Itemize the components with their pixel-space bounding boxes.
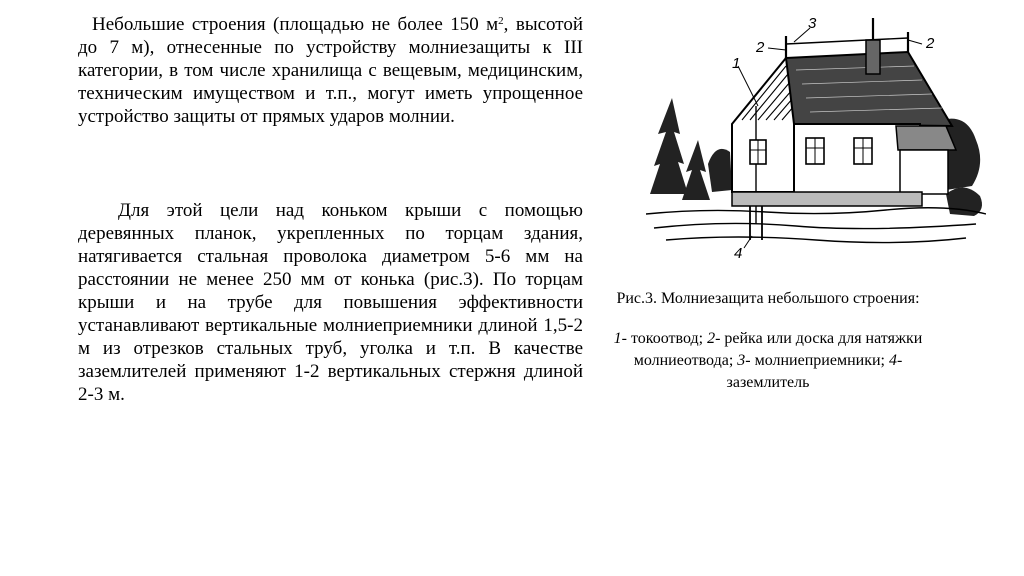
figure-label-4: 4 [734,245,743,262]
superscript-2: 2 [498,15,504,27]
legend-num-3: 3 [737,352,746,369]
legend-text-4: - заземлитель [726,352,903,391]
figure-label-2-right: 2 [926,35,935,52]
ridge-wire [786,38,908,44]
ground [646,208,986,243]
porch-roof [896,126,956,150]
house-lightning-protection-illustration [646,14,986,264]
paragraph-intro-text: Небольшие строения (площадью не более 150 м [92,14,499,35]
paragraph-intro-text-rest: , высотой до 7 м), отнесенные по устройству молниезащиты к III категории, в том числе хранилища с вещевым, медицинским, техническим имуществом и т.п., могут иметь упрощенное устройство защиты от прямых ударов молнии. [78,14,583,127]
chimney [866,40,880,74]
figure-label-2-left: 2 [756,39,765,56]
caption-title: Рис.3. Молниезащита небольшого строения: [616,290,920,307]
legend-num-4: 4 [888,352,897,369]
foundation [732,192,922,206]
caption-legend [608,328,928,394]
legend-text-3: - молниеприемники; [745,352,889,369]
paragraph-method: Для этой цели над коньком крыши с помощью деревянных планок, укрепленных по торцам здания, натягивается стальная проволока диаметром 5-6 мм на расстоянии не менее 250 мм от конька (рис.3). По торцам крыши и на трубе для повышения эффективности устанавливают вертикальные молниеприемники длиной 1,5-2 м из отрезков стальных труб, уголка и т.п. В качестве заземлителей применяют 1-2 вертикальных стержня длиной 2-3 м. [78,200,583,405]
legend-num-2: 2 [707,330,716,347]
figure-label-1: 1 [732,55,741,72]
porch [900,150,948,194]
legend-num-1: 1 [613,330,622,347]
figure-label-3: 3 [808,15,817,32]
legend-text-2: - рейка или доска для натяжки молниеотвода; [633,330,923,369]
paragraph-intro [78,13,583,128]
legend-text-1: - токоотвод; [621,330,708,347]
figure-caption [608,288,928,394]
